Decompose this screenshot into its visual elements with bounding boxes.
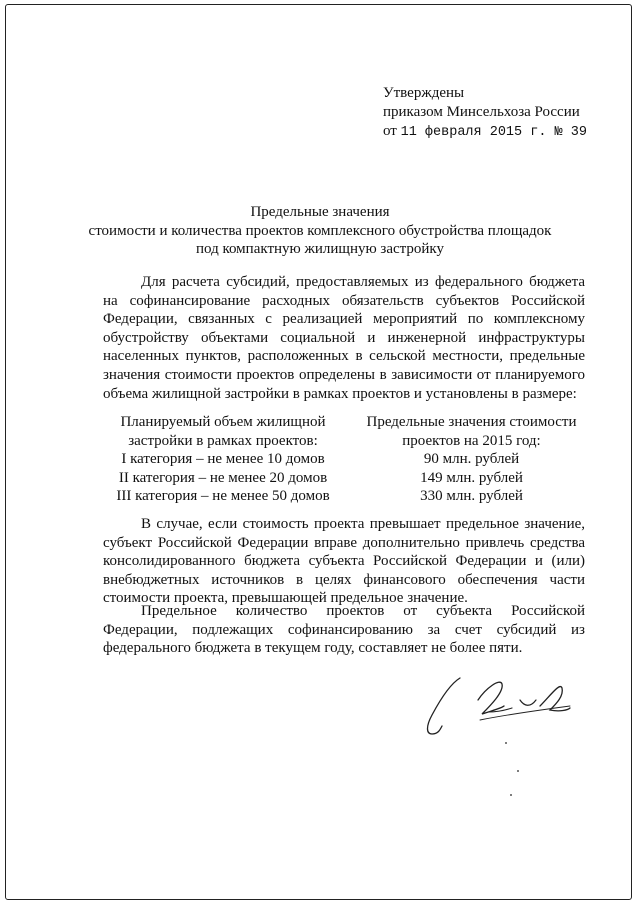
table-row-category: III категория – не менее 50 домов (116, 488, 330, 505)
table-left-header-1: Планируемый объем жилищной (120, 414, 326, 430)
approval-block (383, 84, 587, 142)
scan-speck (510, 794, 512, 796)
signature-image (420, 670, 580, 750)
title-line-1: Предельные значения (250, 204, 390, 220)
approval-line-1: Утверждены (383, 85, 465, 101)
paragraph-calculation: Для расчета субсидий, предоставляемых из федерального бюджета на софинансирование расходных обязательств субъектов Российской Федерации, связанных с реализацией мероприятий по комплексному обустройству объектами социальной и инженерной инфраструктуры населенных пунктов, расположенных в сельской местности, предельные значения стоимости проектов определены в зависимости от планируемого объема жилищной застройки в рамках проектов и установлены в размере: (103, 274, 585, 402)
table-row-category: I категория – не менее 10 домов (121, 451, 325, 468)
table-row-value: 149 млн. рублей (420, 469, 523, 486)
table-row-value: 90 млн. рублей (423, 451, 520, 468)
paragraph-project-limit: Предельное количество проектов от субъекта Российской Федерации, подлежащих софинансированию за счет субсидий из федерального бюджета в текущем году, составляет не более пяти. (103, 603, 585, 657)
scan-speck (505, 742, 507, 744)
table-right-header-1: Предельные значения стоимости (366, 414, 577, 430)
title-line-2: стоимости и количества проектов комплексного обустройства площадок (88, 222, 552, 239)
approval-date-prefix: от (383, 123, 401, 139)
table-column-values (358, 413, 585, 506)
paragraph-excess-cost: В случае, если стоимость проекта превышает предельное значение, субъект Российской Федерации вправе дополнительно привлечь средства консолидированного бюджета субъекта Российской Федерации и (или) внебюджетных источников в целях финансового обеспечения части стоимости проекта, превышающей предельное значение. (103, 516, 585, 607)
approval-line-3 (383, 122, 587, 142)
document-title (0, 203, 640, 259)
table-row-value: 330 млн. рублей (420, 488, 523, 505)
table-left-header-2: застройки в рамках проектов: (128, 432, 318, 449)
table-column-volume (103, 413, 343, 506)
table-right-header-2: проектов на 2015 год: (402, 432, 541, 449)
approval-line-2: приказом Минсельхоза России (383, 104, 580, 120)
approval-date-stamp: 11 февраля 2015 г. № 39 (400, 125, 587, 140)
table-row-category: II категория – не менее 20 домов (118, 469, 328, 486)
scan-speck (517, 770, 519, 772)
title-line-3: под компактную жилищную застройку (195, 241, 445, 257)
